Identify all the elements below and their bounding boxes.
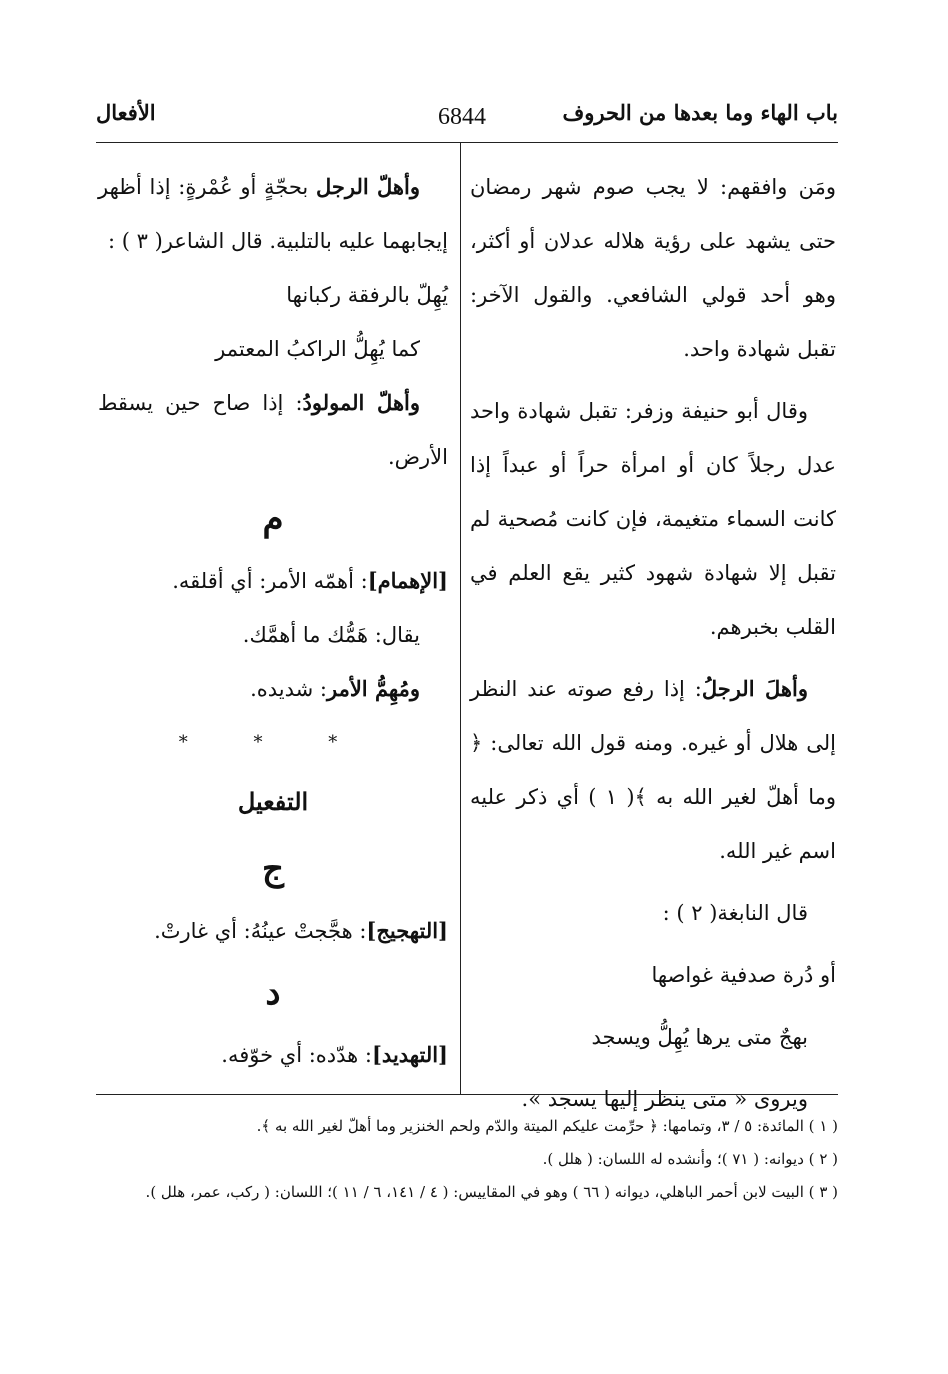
entry-headword: وأهلّ الرجل — [315, 174, 420, 199]
entry-definition: : شديده. — [250, 677, 327, 701]
paragraph — [98, 160, 448, 268]
verse-line: بهجٌ متى يرها يُهِلُّ ويسجد — [591, 1025, 808, 1049]
page-number: 6844 — [438, 104, 486, 130]
footnote: ( ٣ ) البيت لابن أحمر الباهلي، ديوانه ( ٦٦ ) وهو في المقاييس: ( ٤ / ١٤١، ٦ / ١١ )؛ اللسان: ( ركب، عمر، هلل ). — [145, 1183, 838, 1201]
entry-definition: : إذا صاح حين يسقط الأرض. — [98, 391, 448, 469]
paragraph: وقال أبو حنيفة وزفر: تقبل شهادة واحد عدل رجلاً كان أو امرأة حراً أو عبداً إذا كانت السماء متغيمة، فإن كانت مُصحية لم تقبل إلا شهادة شهود كثير يقع العلم في القلب بخبرهم. — [470, 399, 836, 639]
verse-line: يُهِلّ بالرفقة ركبانها — [286, 283, 448, 307]
paragraph: ومَن وافقهم: لا يجب صوم شهر رمضان حتى يشهد على رؤية هلاله عدلان أو أكثر، وهو أحد قولي الشافعي. والقول الآخر: تقبل شهادة واحد. — [470, 175, 836, 361]
entry-headword: ومُهِمُّ الأمر — [326, 676, 420, 701]
entry-headword: وأهلّ المولودُ — [302, 390, 420, 415]
entry-headword: وأهلَ الرجلُ — [701, 676, 808, 701]
footnotes — [96, 1110, 838, 1209]
section-separator: * * * — [178, 732, 368, 753]
entry-definition: : هجَّجتْ عينُهُ: أي غارتْ. — [154, 919, 367, 943]
column-divider — [460, 142, 461, 1094]
verse-line: كما يُهِلُّ الراكبُ المعتمر — [215, 337, 420, 361]
chapter-title: باب الهاء وما بعدها من الحروف — [562, 100, 838, 125]
paragraph — [98, 376, 448, 484]
section-title: التفعيل — [237, 787, 309, 816]
entry-headword: [الإهمام] — [367, 568, 448, 593]
paragraph: ويروى « متى ينظر إليها يسجد ». — [521, 1087, 808, 1111]
letter-heading: م — [262, 499, 284, 539]
entry-definition: : هدّده: أي خوّفه. — [221, 1043, 372, 1067]
header-rule — [96, 142, 838, 143]
entry-definition: : أهمّه الأمر: أي أقلقه. — [172, 569, 368, 593]
paragraph — [98, 662, 448, 716]
letter-heading: ج — [262, 849, 284, 889]
footnote: ( ٢ ) ديوانه: ( ٧١ )؛ وأنشده له اللسان: ( هلل ). — [542, 1150, 838, 1168]
paragraph — [98, 904, 448, 958]
verse-line: أو دُرة صدفية غواصها — [651, 963, 836, 987]
right-column — [470, 160, 836, 1126]
paragraph — [98, 554, 448, 608]
footnote: ( ١ ) المائدة: ٥ / ٣، وتمامها: ﴿ حرِّمت عليكم الميتة والدّم ولحم الخنزير وما أهلّ لغير الله به ﴾. — [256, 1117, 838, 1135]
paragraph — [470, 662, 836, 878]
section-running-title: الأفعال — [96, 100, 156, 125]
paragraph — [98, 1028, 448, 1082]
entry-headword: [التهجيج] — [366, 918, 448, 943]
left-column — [98, 160, 448, 1082]
paragraph: يقال: هَمُّك ما أهمَّك. — [242, 623, 420, 647]
letter-heading: د — [265, 973, 281, 1013]
entry-headword: [التهديد] — [371, 1042, 448, 1067]
poet-attribution: قال النابغة( ٢ ) : — [662, 901, 808, 925]
entry-definition: بحجّةٍ أو عُمْرةٍ: إذا أظهر إيجابهما عليه بالتلبية. قال الشاعر( ٣ ) : — [98, 175, 448, 253]
entry-definition: : إذا رفع صوته عند النظر إلى هلال أو غيره. ومنه قول الله تعالى: ﴿ وما أهلّ لغير الله به ﴾( ١ ) أي ذكر عليه اسم غير الله. — [470, 677, 836, 863]
